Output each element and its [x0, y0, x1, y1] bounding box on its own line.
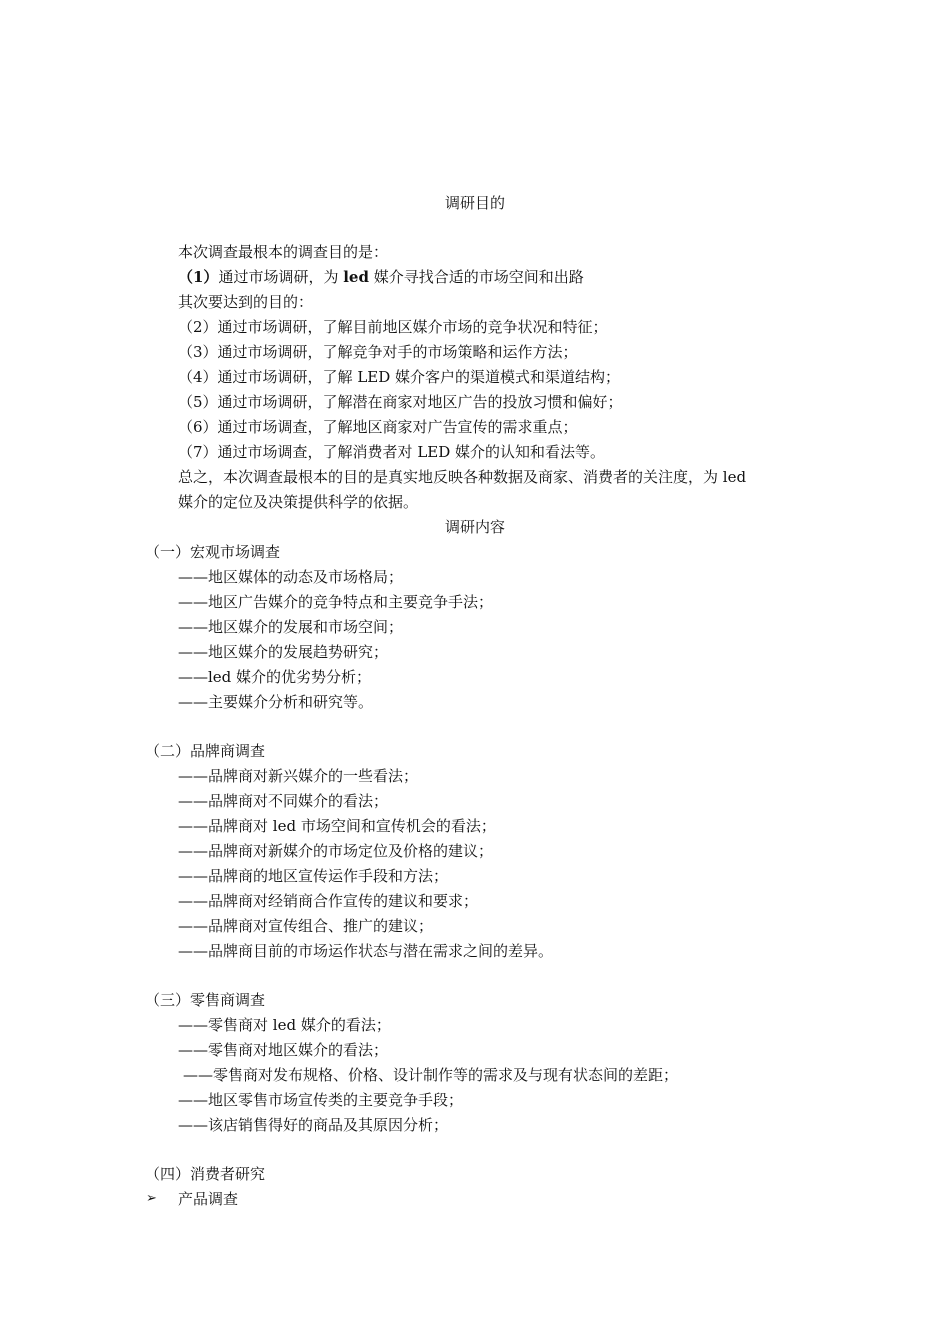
purpose-item: （7）通过市场调查，了解消费者对 LED 媒介的认知和看法等。: [178, 443, 606, 461]
arrow-bullet-icon: ➢: [146, 1191, 157, 1206]
list-item: ——品牌商对新媒介的市场定位及价格的建议；: [178, 842, 494, 860]
list-item: ——品牌商对新兴媒介的一些看法；: [178, 767, 419, 785]
purpose-item: （3）通过市场调研，了解竞争对手的市场策略和运作方法；: [178, 343, 578, 361]
purpose-item-1: [178, 267, 584, 287]
list-item: ——地区广告媒介的竞争特点和主要竞争手法；: [178, 593, 494, 611]
list-item: ——品牌商对经销商合作宣传的建议和要求；: [178, 892, 479, 910]
list-item: ——该店销售得好的商品及其原因分析；: [178, 1116, 449, 1134]
list-item: ——品牌商对 led 市场空间和宣传机会的看法；: [178, 817, 496, 835]
list-item: ——零售商对发布规格、价格、设计制作等的需求及与现有状态间的差距；: [183, 1066, 679, 1084]
section-title-content: 调研内容: [444, 518, 505, 536]
list-item: ——地区媒介的发展趋势研究；: [178, 643, 389, 661]
purpose-item-1-bold: led: [343, 268, 369, 286]
list-item: ——品牌商对不同媒介的看法；: [178, 792, 389, 810]
list-item: ——主要媒介分析和研究等。: [178, 693, 374, 711]
purpose-item: （4）通过市场调研，了解 LED 媒介客户的渠道模式和渠道结构；: [178, 368, 621, 386]
part-heading-retail: （三）零售商调查: [145, 991, 266, 1009]
bullet-item-product: 产品调查: [178, 1190, 239, 1208]
list-item: ——零售商对 led 媒介的看法；: [178, 1016, 391, 1034]
list-item: ——地区媒介的发展和市场空间；: [178, 618, 404, 636]
part-heading-macro: （一）宏观市场调查: [145, 543, 281, 561]
list-item: ——地区媒体的动态及市场格局；: [178, 568, 404, 586]
summary-line-2: 媒介的定位及决策提供科学的依据。: [178, 493, 419, 511]
summary-line-1: 总之，本次调查最根本的目的是真实地反映各种数据及商家、消费者的关注度，为 led: [178, 468, 747, 486]
purpose-item: （6）通过市场调查，了解地区商家对广告宣传的需求重点；: [178, 418, 578, 436]
part-heading-brand: （二）品牌商调查: [145, 742, 266, 760]
intro-text: 本次调查最根本的调查目的是：: [178, 243, 389, 261]
list-item: ——品牌商目前的市场运作状态与潜在需求之间的差异。: [178, 942, 554, 960]
purpose-item-1-post: 媒介寻找合适的市场空间和出路: [368, 268, 584, 286]
list-item: ——品牌商对宣传组合、推广的建议；: [178, 917, 434, 935]
list-item: ——品牌商的地区宣传运作手段和方法；: [178, 867, 449, 885]
list-item: ——led 媒介的优劣势分析；: [178, 668, 372, 686]
secondary-text: 其次要达到的目的：: [178, 293, 314, 311]
purpose-item-1-number: （1）: [178, 268, 219, 286]
section-title-purpose: 调研目的: [444, 194, 505, 212]
part-heading-consumer: （四）消费者研究: [145, 1165, 266, 1183]
purpose-item: （2）通过市场调研，了解目前地区媒介市场的竞争状况和特征；: [178, 318, 608, 336]
purpose-item-1-pre: 通过市场调研，为: [218, 268, 344, 286]
purpose-item: （5）通过市场调研，了解潜在商家对地区广告的投放习惯和偏好；: [178, 393, 623, 411]
list-item: ——地区零售市场宣传类的主要竞争手段；: [178, 1091, 464, 1109]
list-item: ——零售商对地区媒介的看法；: [178, 1041, 389, 1059]
